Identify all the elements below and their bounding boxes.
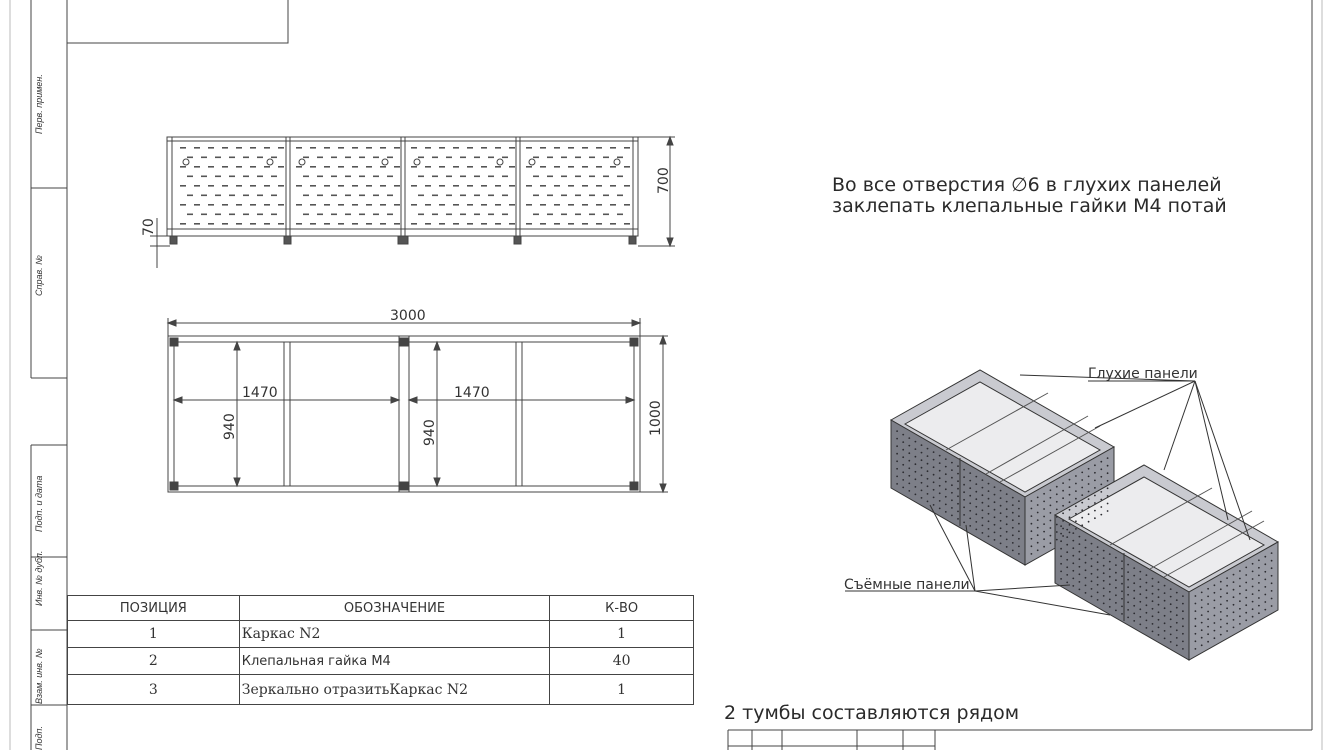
spec-table [67,595,694,705]
spec-header-row [68,596,694,621]
spec-cell-name: Клепальная гайка М4 [239,648,550,675]
stamp-bottom: Подп. [34,726,44,750]
spec-header-qty: К-ВО [550,596,694,621]
rivet-note [832,175,1227,217]
top-left-box [67,0,288,43]
stamp-inv-dubl: Инв. № дубл. [34,550,44,606]
dim-section-right-len: 1470 [454,385,490,401]
spec-cell-qty: 1 [550,621,694,648]
title-block [728,730,1312,750]
label-removable-panels: Съёмные панели [844,577,970,593]
stamp-perv-primen: Перв. примен. [34,74,44,134]
spec-cell-name: Каркас N2 [239,621,550,648]
plan-view [168,336,640,492]
spec-header-designation: ОБОЗНАЧЕНИЕ [239,596,550,621]
rivet-note-line2: заклепать клепальные гайки М4 потай [832,195,1227,217]
plan-dimensions [168,318,668,492]
spec-cell-qty: 40 [550,648,694,675]
front-view [167,137,638,244]
dim-section-left-depth: 940 [222,413,238,440]
spec-cell-name: Зеркально отразитьКаркас N2 [239,675,550,705]
front-dimensions [150,137,675,268]
iso-view [891,370,1278,660]
rivet-note-line1 [832,175,1227,196]
dim-front-leg: 70 [141,218,157,236]
table-row [68,648,694,675]
stamp-podp-data: Подп. и дата [34,475,44,532]
spec-header-position: ПОЗИЦИЯ [68,596,240,621]
stamp-vzam-inv: Взам. инв. № [34,648,44,704]
dim-plan-width: 1000 [648,400,664,436]
label-blind-panels: Глухие панели [1088,366,1198,382]
spec-cell-pos: 3 [68,675,240,705]
dim-section-left-len: 1470 [242,385,278,401]
dim-plan-length: 3000 [390,308,426,324]
rivet-note-line1-suffix: 6 в глухих панелей [1027,174,1222,196]
dim-section-right-depth: 940 [422,419,438,446]
diameter-symbol: ∅ [1011,174,1028,196]
dim-front-height: 700 [656,167,672,194]
bottom-note: 2 тумбы составляются рядом [724,702,1020,724]
table-row [68,675,694,705]
stamp-sprav-no: Справ. № [34,255,44,296]
spec-cell-qty: 1 [550,675,694,705]
spec-cell-pos: 1 [68,621,240,648]
spec-cell-pos: 2 [68,648,240,675]
rivet-note-line1-prefix: Во все отверстия [832,174,1006,196]
table-row [68,621,694,648]
